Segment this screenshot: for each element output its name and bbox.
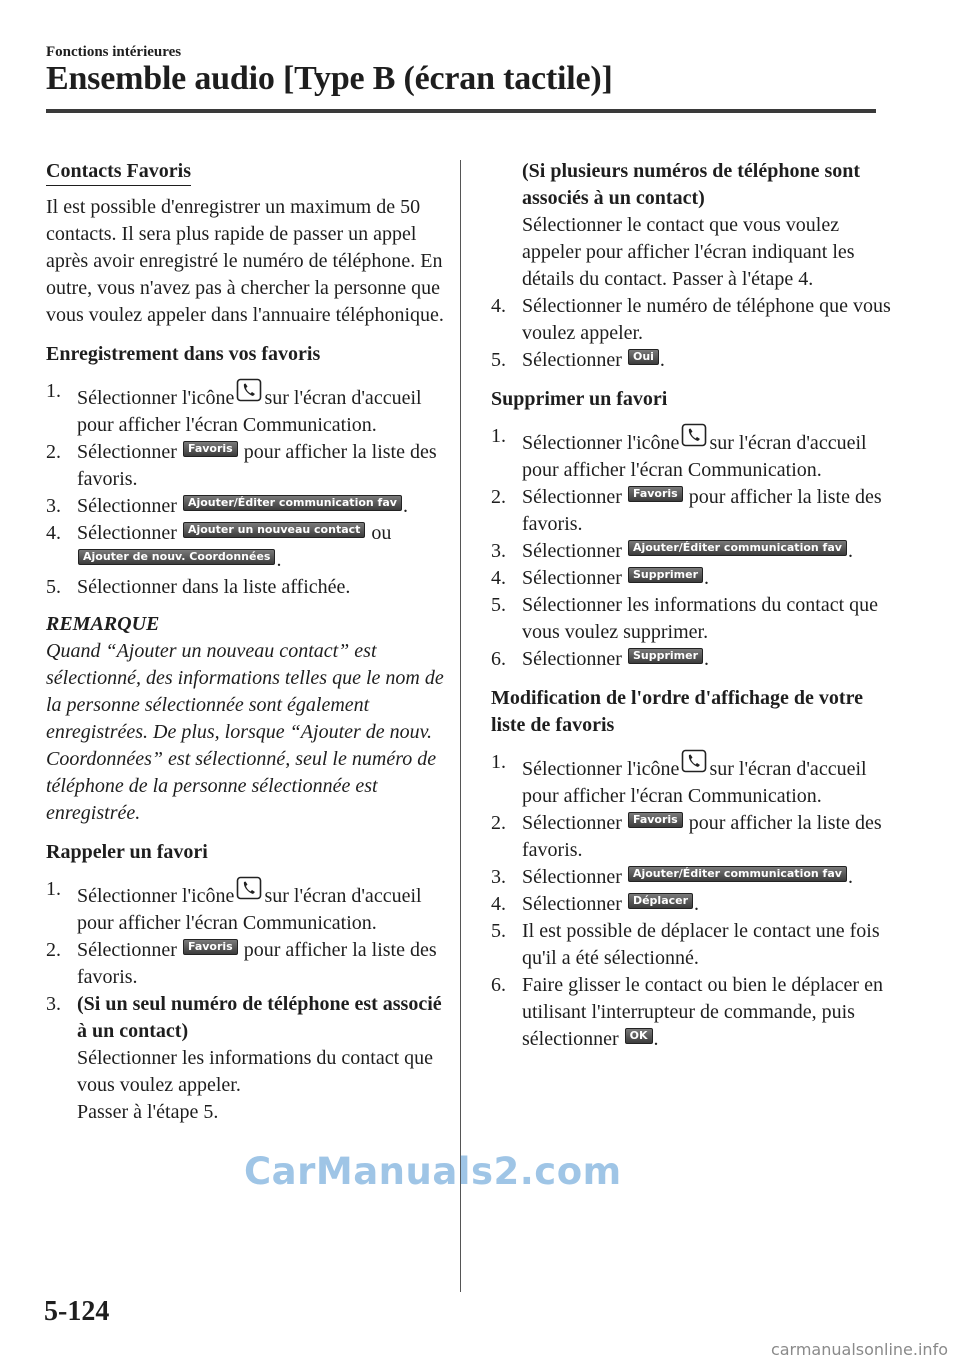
step-text: Il est possible de déplacer le contact une fois qu'il a été sélectionné. (522, 920, 880, 969)
step-number: 5. (46, 576, 61, 598)
watermark: CarManuals2.com (244, 1150, 622, 1193)
step-text: Passer à l'étape 5. (77, 1101, 219, 1123)
step-number: 2. (46, 441, 61, 463)
list-item (46, 876, 444, 937)
step-text: pour afficher la liste des favoris. (77, 939, 437, 988)
step-number: 2. (491, 486, 506, 508)
step-number: 4. (491, 893, 506, 915)
period: . (659, 349, 665, 371)
step-number: 6. (491, 974, 506, 996)
section-title: Contacts Favoris (46, 159, 191, 186)
period: . (847, 540, 853, 562)
ajouter-coordonnees-button[interactable]: Ajouter de nouv. Coordonnées (78, 549, 275, 565)
favoris-button[interactable]: Favoris (183, 441, 238, 457)
order-title: Modification de l'ordre d'affichage de votre liste de favoris (491, 687, 863, 736)
step-text: Sélectionner (77, 939, 177, 961)
deplacer-button[interactable]: Déplacer (628, 893, 693, 909)
step-number: 3. (491, 540, 506, 562)
favoris-button[interactable]: Favoris (183, 939, 238, 955)
period: . (704, 567, 710, 589)
period: . (847, 866, 853, 888)
step-text: pour afficher la liste des favoris. (522, 812, 882, 861)
step-text: pour afficher la liste des favoris. (522, 486, 882, 535)
list-item (46, 493, 444, 520)
list-item (46, 520, 444, 574)
step-number: 1. (46, 878, 61, 900)
step-number: 2. (491, 812, 506, 834)
recall-steps (46, 876, 444, 1126)
right-column (491, 158, 891, 1053)
recall-steps-continued (491, 158, 891, 374)
step-number: 1. (491, 425, 506, 447)
phone-icon[interactable] (681, 423, 707, 447)
list-item (491, 972, 891, 1053)
step-text: sur l'écran d'accueil pour afficher l'écran Communication. (77, 885, 422, 934)
step-text: sur l'écran d'accueil pour afficher l'écran Communication. (522, 432, 867, 481)
intro-paragraph: Il est possible d'enregistrer un maximum de 50 contacts. Il sera plus rapide de passer un appel après avoir enregistré le numéro de téléphone. En outre, vous n'avez pas à chercher la personne que vous voulez appeler dans l'annuaire téléphonique. (46, 196, 444, 326)
list-item (46, 574, 444, 601)
order-steps (491, 749, 891, 1053)
step-text: Faire glisser le contact ou bien le déplacer en utilisant l'interrupteur de commande, puis sélectionner (522, 974, 883, 1050)
list-item (491, 484, 891, 538)
list-item (491, 864, 891, 891)
step-condition: (Si un seul numéro de téléphone est associé à un contact) (77, 993, 442, 1042)
oui-button[interactable]: Oui (628, 349, 659, 365)
step-text: pour afficher la liste des favoris. (77, 441, 437, 490)
list-item (491, 347, 891, 374)
list-item (491, 918, 891, 972)
phone-icon[interactable] (681, 749, 707, 773)
period: . (694, 893, 700, 915)
step-text: Sélectionner (77, 495, 177, 517)
step-number: 3. (46, 495, 61, 517)
list-item (46, 937, 444, 991)
step-text: Sélectionner (522, 540, 622, 562)
step-number: 5. (491, 594, 506, 616)
step-text: Sélectionner les informations du contact que vous voulez appeler. (77, 1047, 434, 1096)
step-number: 1. (46, 380, 61, 402)
left-column (46, 158, 444, 1126)
step-text: Sélectionner l'icône (77, 885, 235, 907)
supprimer-button[interactable]: Supprimer (628, 567, 703, 583)
phone-icon[interactable] (236, 876, 262, 900)
step-text: Sélectionner (522, 486, 622, 508)
list-item (46, 991, 444, 1126)
list-item (491, 538, 891, 565)
delete-title: Supprimer un favori (491, 388, 668, 410)
list-item (491, 891, 891, 918)
ajouter-editer-fav-button[interactable]: Ajouter/Éditer communication fav (628, 866, 847, 882)
page-number: 5-124 (44, 1296, 110, 1327)
ok-button[interactable]: OK (625, 1028, 653, 1044)
footer-site: carmanualsonline.info (770, 1340, 948, 1359)
step-number: 4. (491, 567, 506, 589)
step-number: 4. (491, 295, 506, 317)
step-text: Sélectionner le numéro de téléphone que vous voulez appeler. (522, 295, 891, 344)
list-item (491, 646, 891, 673)
list-item (491, 293, 891, 347)
list-item (491, 749, 891, 810)
period: . (276, 549, 282, 571)
step-number: 1. (491, 751, 506, 773)
ajouter-nouveau-contact-button[interactable]: Ajouter un nouveau contact (183, 522, 365, 538)
step-condition: (Si plusieurs numéros de téléphone sont associés à un contact) (522, 160, 861, 209)
step-text: Sélectionner (522, 893, 622, 915)
registration-steps (46, 378, 444, 601)
step-text: ou (371, 522, 392, 544)
registration-title: Enregistrement dans vos favoris (46, 343, 321, 365)
phone-icon[interactable] (236, 378, 262, 402)
list-item (491, 158, 891, 293)
step-text: Sélectionner (522, 648, 622, 670)
period: . (653, 1028, 659, 1050)
recall-title: Rappeler un favori (46, 841, 208, 863)
supprimer-button[interactable]: Supprimer (628, 648, 703, 664)
step-text: Sélectionner dans la liste affichée. (77, 576, 351, 598)
header-rule (46, 109, 876, 113)
ajouter-editer-fav-button[interactable]: Ajouter/Éditer communication fav (628, 540, 847, 556)
list-item (46, 378, 444, 439)
period: . (704, 648, 710, 670)
step-text: Sélectionner les informations du contact que vous voulez supprimer. (522, 594, 879, 643)
step-text: Sélectionner (522, 567, 622, 589)
list-item (491, 423, 891, 484)
step-number: 4. (46, 522, 61, 544)
step-text: Sélectionner le contact que vous voulez appeler pour afficher l'écran indiquant les détails du contact. Passer à l'étape 4. (522, 214, 855, 290)
step-text: sur l'écran d'accueil pour afficher l'écran Communication. (77, 387, 422, 436)
list-item (491, 592, 891, 646)
column-divider (460, 160, 461, 1292)
step-text: Sélectionner l'icône (522, 758, 680, 780)
header-kicker: Fonctions intérieures (46, 44, 182, 60)
step-text: sur l'écran d'accueil pour afficher l'écran Communication. (522, 758, 867, 807)
step-text: Sélectionner (522, 866, 622, 888)
delete-steps (491, 423, 891, 673)
step-number: 2. (46, 939, 61, 961)
step-text: Sélectionner (522, 812, 622, 834)
favoris-button[interactable]: Favoris (628, 812, 683, 828)
step-text: Sélectionner l'icône (77, 387, 235, 409)
step-number: 5. (491, 920, 506, 942)
list-item (491, 565, 891, 592)
step-text: Sélectionner (77, 522, 177, 544)
note-title: REMARQUE (46, 613, 160, 635)
period: . (402, 495, 408, 517)
step-number: 3. (491, 866, 506, 888)
note-text: Quand “Ajouter un nouveau contact” est sélectionné, des informations telles que le nom de la personne sélectionnée sont également enregistrées. De plus, lorsque “Ajouter de nouv. Coordonnées” est sélectionné, seul le numéro de téléphone de la personne sélectionnée est enregistrée. (46, 640, 444, 824)
step-number: 5. (491, 349, 506, 371)
step-text: Sélectionner (522, 349, 622, 371)
list-item (491, 810, 891, 864)
list-item (46, 439, 444, 493)
favoris-button[interactable]: Favoris (628, 486, 683, 502)
step-number: 3. (46, 993, 61, 1015)
step-number: 6. (491, 648, 506, 670)
step-text: Sélectionner l'icône (522, 432, 680, 454)
ajouter-editer-fav-button[interactable]: Ajouter/Éditer communication fav (183, 495, 402, 511)
step-text: Sélectionner (77, 441, 177, 463)
page-title: Ensemble audio [Type B (écran tactile)] (46, 60, 613, 97)
